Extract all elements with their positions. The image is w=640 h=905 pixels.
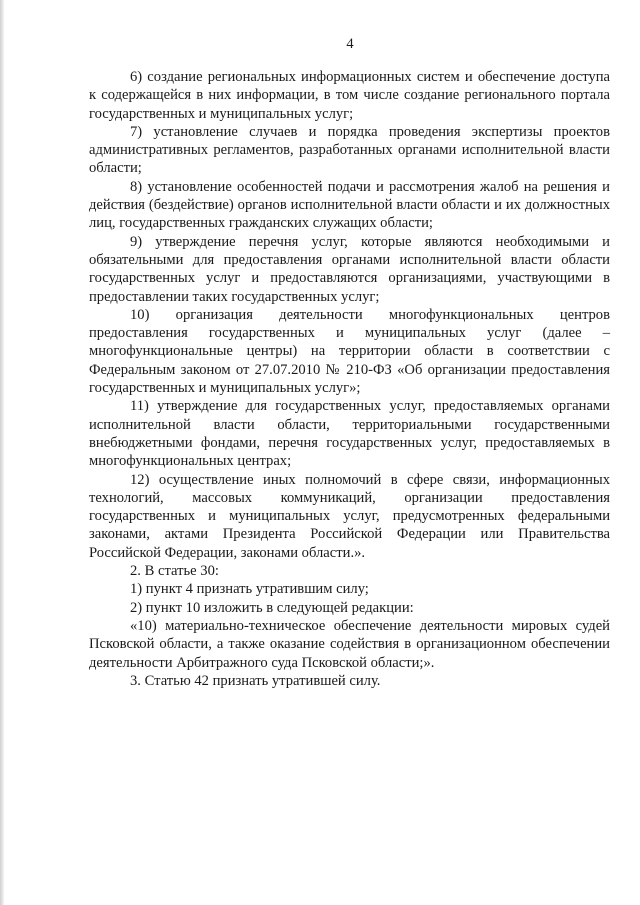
paragraph-article-30-item-1: 1) пункт 4 признать утратившим силу; <box>130 581 369 598</box>
paragraph-item-6: 6) создание региональных информационных систем и обеспечение доступа к содержащейся в них информации, в том числе создание регионального портала государственных и муниципальных услуг; <box>89 69 610 122</box>
paragraph-article-30-new-text: «10) материально-техническое обеспечение деятельности мировых судей Псковской области, а также оказание содействия в организационном обеспечении деятельности Арбитражного суда Псковской области;». <box>89 617 610 671</box>
paragraph-article-30-heading: 2. В статье 30: <box>130 563 219 580</box>
paragraph-item-9: 9) утверждение перечня услуг, которые являются необходимыми и обязательными для предоставления органами исполнительной власти области государственных услуг и предоставляются организациями, участвующими в предоставлении таких государственных услуг; <box>89 233 610 305</box>
paragraph-item-12: 12) осуществление иных полномочий в сфере связи, информационных технологий, массовых коммуникаций, организации предоставления государственных и муниципальных услуг, предусмотренных федеральными законами, актами Президента Российской Федерации или Правительства Российской Федерации, законами области.». <box>89 471 610 561</box>
scan-edge <box>0 0 4 905</box>
paragraph-item-7: 7) установление случаев и порядка проведения экспертизы проектов административных регламентов, разработанных органами исполнительной власти области; <box>89 123 610 177</box>
paragraph-item-10: 10) организация деятельности многофункциональных центров предоставления государственных и муниципальных услуг (далее – многофункциональные центры) на территории области в соответствии с Федеральным законом от 27.07.2010 № 210-ФЗ «Об организации предоставления государственных и муниципальных услуг»; <box>89 306 610 397</box>
page-number: 4 <box>346 36 354 52</box>
paragraph-item-8: 8) установление особенностей подачи и рассмотрения жалоб на решения и действия (бездействие) органов исполнительной власти области и их должностных лиц, государственных гражданских служащих области; <box>89 178 610 232</box>
paragraph-article-30-item-2: 2) пункт 10 изложить в следующей редакции: <box>130 599 414 616</box>
paragraph-item-11: 11) утверждение для государственных услуг, предоставляемых органами исполнительной власти области, территориальными государственными внебюджетными фондами, перечня государственных услуг, предоставляемых в многофункциональных центрах; <box>89 398 610 470</box>
document-body <box>89 68 610 690</box>
paragraph-article-42: 3. Статью 42 признать утратившей силу. <box>130 672 381 689</box>
